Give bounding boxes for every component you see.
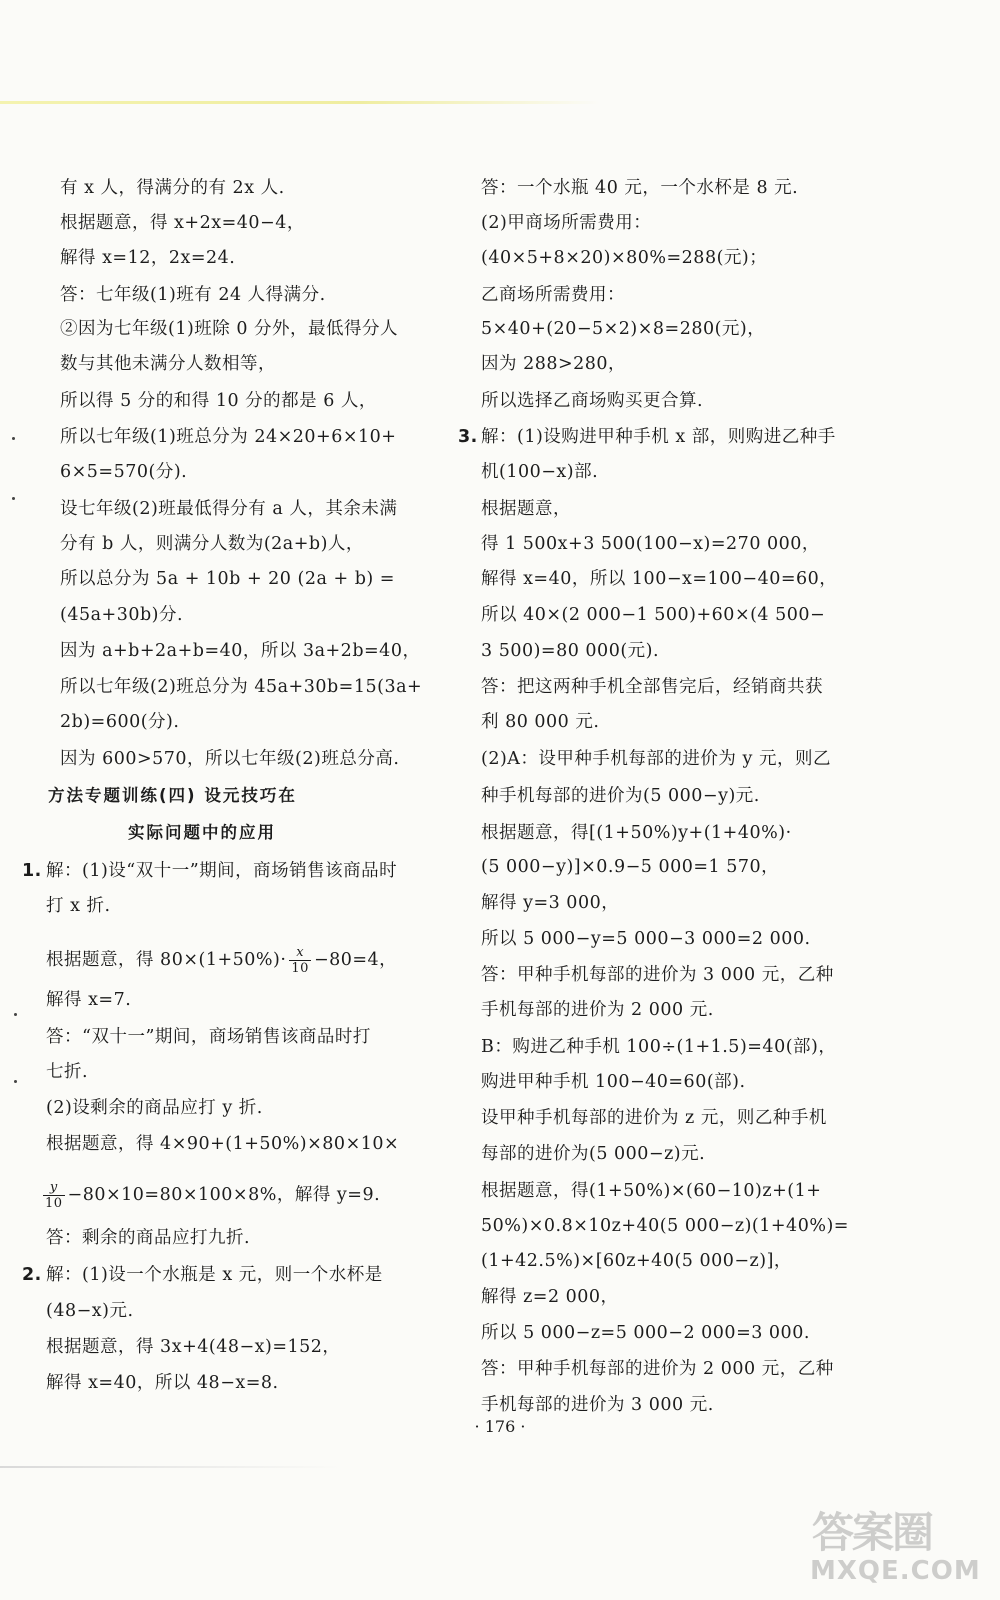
text-line: 得 1 500x+3 500(100−x)=270 000， [481,534,820,554]
text-line: 解得 x=7. [46,990,132,1010]
text-line: 答：把这两种手机全部售完后，经销商共获 [481,677,823,697]
text-line: (5 000−y)]×0.9−5 000=1 570， [481,857,780,877]
fraction-denominator: 10 [45,1196,63,1211]
text-segment: −80×10=80×100×8%，解得 y=9. [67,1185,381,1205]
text-line: 因为 a+b+2a+b=40，所以 3a+2b=40， [60,641,421,661]
text-line: (48−x)元. [46,1301,134,1321]
text-line: 因为 288>280， [481,354,627,374]
text-line: 每部的进价为(5 000−z)元. [481,1144,706,1164]
margin-dot [14,1080,17,1083]
text-line: 手机每部的进价为 3 000 元. [481,1395,714,1415]
text-line: 所以七年级(1)班总分为 24×20+6×10+ [60,427,397,447]
question-number: 2. [22,1265,42,1285]
text-line: (2)甲商场所需费用： [481,213,652,233]
text-line: 解：(1)设“双十一”期间，商场销售该商品时 [46,861,398,881]
text-line: 解：(1)设一个水瓶是 x 元，则一个水杯是 [46,1265,383,1285]
text-line: 所以总分为 5a + 10b + 20 (2a + b) = [60,569,395,589]
text-line: 解得 z=2 000， [481,1287,619,1307]
page-number: · 176 · [474,1417,526,1436]
text-line: 答：“双十一”期间，商场销售该商品时打 [46,1027,371,1047]
text-line: 根据题意， [481,499,571,519]
text-line: 因为 600>570，所以七年级(2)班总分高. [60,749,400,769]
text-line: 答：一个水瓶 40 元，一个水杯是 8 元. [481,178,799,198]
text-line: ②因为七年级(1)班除 0 分外，最低得分人 [60,319,399,339]
fraction-numerator: y [43,1180,65,1196]
section-heading: 方法专题训练(四) 设元技巧在 [48,786,297,805]
text-line: 打 x 折. [46,896,111,916]
text-line: 乙商场所需费用： [481,285,625,305]
watermark-text: 答案圈 [812,1508,933,1557]
text-line: 手机每部的进价为 2 000 元. [481,1000,714,1020]
margin-dot [12,497,15,500]
text-line: 利 80 000 元. [481,712,600,732]
text-line: 解得 y=3 000， [481,893,620,913]
text-segment: −80=4， [313,950,398,970]
text-line: 所以 40×(2 000−1 500)+60×(4 500− [481,605,826,625]
text-line: 购进甲种手机 100−40=60(部). [481,1072,746,1092]
text-line: 根据题意，得 4×90+(1+50%)×80×10× [46,1134,400,1154]
text-line: B：购进乙种手机 100÷(1+1.5)=40(部)， [481,1037,837,1057]
header-rule [0,101,600,104]
text-line: 解得 x=40，所以 100−x=100−40=60， [481,569,838,589]
text-segment: 根据题意，得 80×(1+50%)· [46,950,287,970]
fraction [43,1180,65,1211]
text-line: 答：剩余的商品应打九折. [46,1228,251,1248]
section-heading: 实际问题中的应用 [128,823,276,842]
text-line: 设七年级(2)班最低得分有 a 人，其余未满 [60,499,398,519]
text-line: 种手机每部的进价为(5 000−y)元. [481,786,760,806]
text-line: 6×5=570(分). [60,462,188,482]
fraction [289,945,311,976]
text-line-with-fraction [46,945,397,976]
text-line: 七折. [46,1062,89,1082]
text-line: 2b)=600(分). [60,712,180,732]
text-line: 3 500)=80 000(元). [481,641,660,661]
text-line: 50%)×0.8×10z+40(5 000−z)(1+40%)= [481,1216,849,1236]
text-line-with-fraction [40,1180,380,1211]
margin-dot [14,1013,17,1016]
text-line: 数与其他未满分人数相等， [60,354,276,374]
text-line: 所以七年级(2)班总分为 45a+30b=15(3a+ [60,677,423,697]
text-line: 解得 x=40，所以 48−x=8. [46,1373,279,1393]
text-line: 所以得 5 分的和得 10 分的都是 6 人， [60,391,377,411]
text-line: (1+42.5%)×[60z+40(5 000−z)]， [481,1251,792,1271]
text-line: (45a+30b)分. [60,605,184,625]
text-line: 所以选择乙商场购买更合算. [481,391,704,411]
text-line: (2)A：设甲种手机每部的进价为 y 元，则乙 [481,749,831,769]
text-line: 根据题意，得 x+2x=40−4， [60,213,305,233]
fraction-numerator: x [289,945,311,961]
text-line: 分有 b 人，则满分人数为(2a+b)人， [60,534,364,554]
text-line: 答：七年级(1)班有 24 人得满分. [60,285,326,305]
text-line: 有 x 人，得满分的有 2x 人. [60,178,285,198]
watermark-logo [806,1500,986,1592]
text-line: (40×5+8×20)×80%=288(元)； [481,248,768,268]
text-line: 解得 x=12，2x=24. [60,248,236,268]
text-line: 根据题意，得[(1+50%)y+(1+40%)· [481,823,792,843]
text-line: 答：甲种手机每部的进价为 2 000 元，乙种 [481,1359,834,1379]
question-number: 1. [22,861,42,881]
text-line: 所以 5 000−y=5 000−3 000=2 000. [481,929,811,949]
margin-dot [12,437,15,440]
text-line: 根据题意，得 3x+4(48−x)=152， [46,1337,341,1357]
text-line: 设甲种手机每部的进价为 z 元，则乙种手机 [481,1108,827,1128]
text-line: 答：甲种手机每部的进价为 3 000 元，乙种 [481,965,834,985]
text-line: 所以 5 000−z=5 000−2 000=3 000. [481,1323,810,1343]
text-line: 根据题意，得(1+50%)×(60−10)z+(1+ [481,1181,822,1201]
text-line: (2)设剩余的商品应打 y 折. [46,1098,263,1118]
text-line: 解：(1)设购进甲种手机 x 部，则购进乙种手 [481,427,836,447]
fraction-denominator: 10 [291,961,309,976]
watermark-url: MXQE.COM [810,1556,981,1586]
text-line: 机(100−x)部. [481,462,599,482]
question-number: 3. [458,427,478,447]
text-line: 5×40+(20−5×2)×8=280(元)， [481,319,766,339]
footer-rule [0,1466,340,1468]
